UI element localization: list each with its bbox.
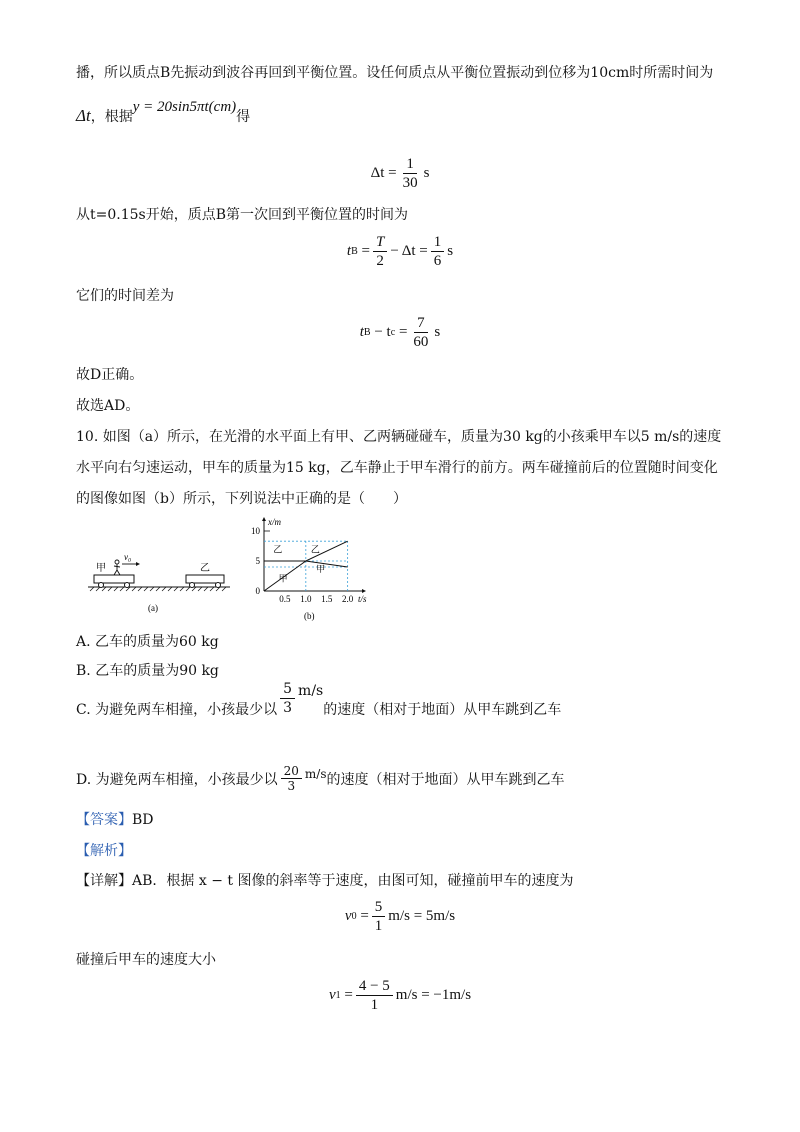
answer-tag: 【答案】 — [76, 812, 132, 828]
analysis-tag: 【解析】 — [76, 843, 132, 859]
xt-graph — [251, 517, 367, 604]
wheel — [99, 583, 104, 588]
y-tick-label: 10 — [251, 526, 260, 536]
text-line: 故D正确。 — [76, 367, 144, 383]
text-fragment: 得 — [236, 109, 251, 125]
option-b[interactable]: B. 乙车的质量为90 kg — [76, 663, 219, 679]
text-line — [76, 99, 251, 127]
option-d[interactable]: D. 为避免两车相撞，小孩最少以 $\frac{20}{3}$ m/s 的速度（相对于地面）从甲车跳到乙车 — [76, 764, 565, 793]
x-tick-label: 1.0 — [300, 594, 312, 604]
figure — [86, 515, 376, 625]
answer-line — [76, 810, 154, 830]
text-line: 故选AD。 — [76, 398, 140, 414]
text-line: 它们的时间差为 — [76, 288, 174, 304]
option-a[interactable]: A. 乙车的质量为60 kg — [76, 634, 219, 650]
caption-b: (b) — [304, 611, 315, 621]
child-figure — [114, 560, 120, 575]
equation-v1: v 1 = $\frac{4 - 5}{1}$ m/s = −1m/s — [328, 978, 472, 1013]
series-label: 乙 — [273, 545, 283, 556]
car-jia — [94, 575, 134, 583]
y-axis-arrow — [262, 517, 266, 521]
option-c[interactable]: C. 为避免两车相撞，小孩最少以 $\frac{5}{3}$ m/s 的速度（相对于地面）从甲车跳到乙车 — [76, 681, 562, 718]
caption-a: (a) — [148, 603, 158, 613]
x-axis-label: t/s — [358, 594, 367, 604]
x-tick-label: 0.5 — [279, 594, 291, 604]
x-tick-label: 2.0 — [342, 594, 354, 604]
wheel — [216, 583, 221, 588]
wheel — [190, 583, 195, 588]
series-label: 甲 — [278, 574, 288, 585]
wheel — [125, 583, 130, 588]
equation-delta-t: Δt = $\frac{1}{30}$ s — [370, 156, 430, 191]
text-line: 播，所以质点B先振动到波谷再回到平衡位置。设任何质点从平衡位置振动到位移为10cm时所需时间为 — [76, 65, 714, 81]
car-yi-label: 乙 — [200, 563, 210, 574]
detail-line: 【详解】AB．根据 x − t 图像的斜率等于速度，由图可知，碰撞前甲车的速度为 — [76, 873, 574, 889]
series-label: 乙 — [310, 545, 320, 556]
car-yi — [186, 575, 224, 583]
question-text: 10. 如图（a）所示，在光滑的水平面上有甲、乙两辆碰碰车，质量为30 kg的小孩乘甲车以5 m/s的速度 — [76, 429, 722, 445]
arrow-head — [136, 562, 140, 566]
text-fragment: ，根据 — [90, 109, 133, 125]
y-tick-label: 0 — [255, 586, 260, 596]
equation-tb: t B = $\frac{T}{2}$ − Δt = $\frac{1}{6}$ s — [346, 234, 454, 269]
equation-v0: v 0 = $\frac{5}{1}$ m/s = 5m/s — [344, 899, 456, 934]
x-tick-label: 1.5 — [321, 594, 333, 604]
x-axis-arrow — [362, 589, 366, 593]
formula-y: y = 20sin5πt(cm) — [132, 99, 237, 115]
text-line: 从t=0.15s开始，质点B第一次回到平衡位置的时间为 — [76, 207, 408, 223]
text-line: 碰撞后甲车的速度大小 — [76, 952, 216, 968]
ground-hatch — [90, 587, 226, 591]
y-axis-label: x/m — [268, 517, 281, 527]
y-tick-label: 5 — [255, 556, 260, 566]
equation-time-diff: t B − t c = $\frac{7}{60}$ s — [359, 315, 441, 350]
v0-label: v₀ — [124, 552, 132, 562]
question-text: 水平向右匀速运动，甲车的质量为15 kg，乙车静止于甲车滑行的前方。两车碰撞前后的位置随时间变化 — [76, 460, 718, 476]
answer-value: BD — [132, 812, 154, 828]
series-label: 甲 — [316, 564, 326, 575]
car-jia-label: 甲 — [96, 563, 106, 574]
figure-svg — [86, 515, 376, 625]
question-text: 的图像如图（b）所示，下列说法中正确的是（ ） — [76, 491, 407, 507]
delta-t-symbol: Δt — [76, 106, 91, 125]
